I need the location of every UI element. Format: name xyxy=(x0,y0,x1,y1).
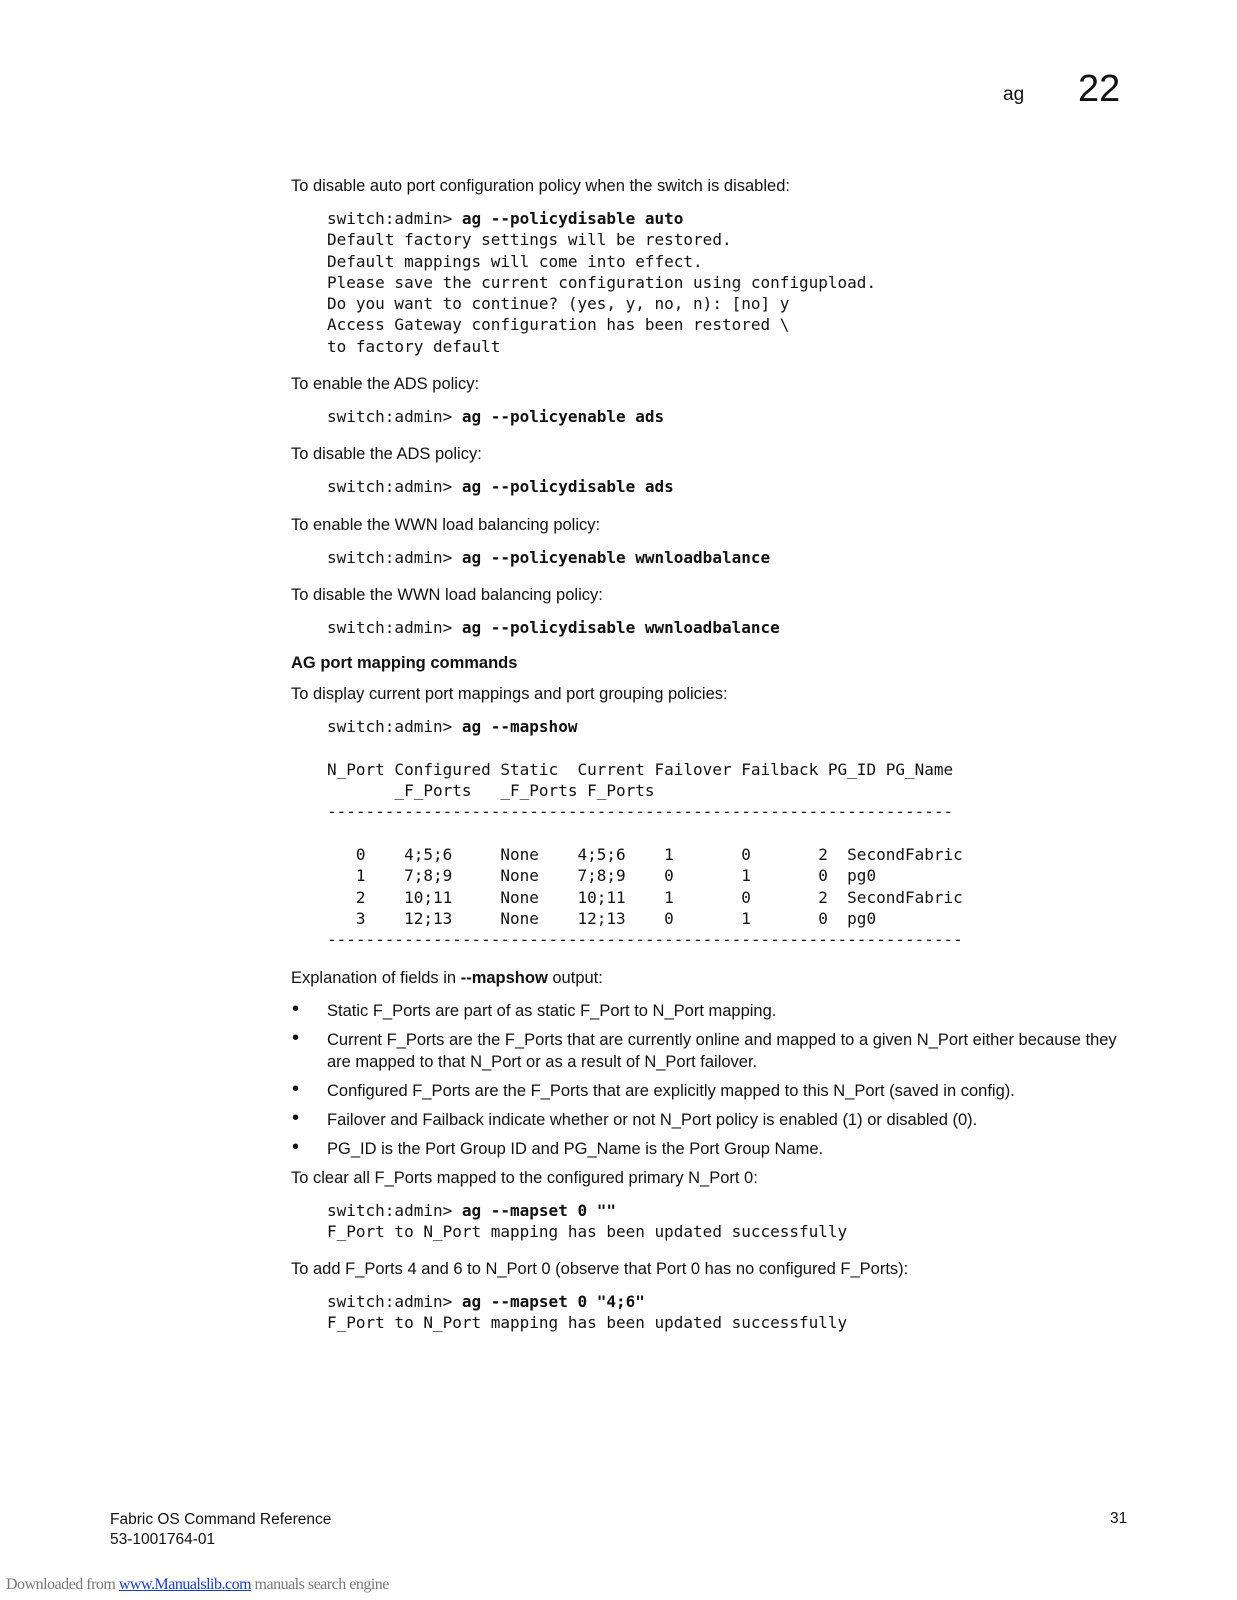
explanation-prefix: Explanation of fields in xyxy=(291,968,461,987)
code-disable-ads xyxy=(327,476,1121,497)
explanation-list xyxy=(291,1000,1121,1160)
prompt: switch:admin> xyxy=(327,1200,462,1220)
command: ag --mapset 0 "" xyxy=(461,1200,616,1220)
prompt: switch:admin> xyxy=(327,547,462,567)
command: ag --policyenable ads xyxy=(461,407,665,427)
command-output: Default factory settings will be restored. Default mappings will come into effect. Please save the current configuration using configupload. Do you want to continue? (yes, y, no, n): [no] y Access Gateway configuration has been restored \ to factory default xyxy=(327,230,877,356)
list-item: • PG_ID is the Port Group ID and PG_Name is the Port Group Name. xyxy=(291,1138,1127,1160)
intro-disable-auto: To disable auto port configuration policy when the switch is disabled: xyxy=(291,177,790,195)
download-suffix: manuals search engine xyxy=(251,1576,389,1593)
mapshow-table-output: N_Port Configured Static Current Failover Failback PG_ID PG_Name _F_Ports _F_Ports F_Ports ----------------------------------------------------------------- 0 4;5;6 None 4;5;6 1 0 2 SecondFabric 1 7;8;9 None 7;8;9 0 1 0 pg0 2 10;11 None 10;11 1 0 2 SecondFabric 3 12;13 None 12;13 0 1 0 pg0 ------------------------------------------------------------------ xyxy=(327,759,963,950)
intro-disable-ads: To disable the ADS policy: xyxy=(291,445,482,464)
command: ag --policyenable wwnloadbalance xyxy=(461,547,771,567)
prompt: switch:admin> xyxy=(327,407,462,427)
intro-enable-ads: To enable the ADS policy: xyxy=(291,375,480,394)
command: ag --policydisable wwnloadbalance xyxy=(461,617,780,637)
command-output: F_Port to N_Port mapping has been updated successfully xyxy=(327,1221,848,1241)
intro-clear-fports: To clear all F_Ports mapped to the configured primary N_Port 0: xyxy=(291,1168,758,1187)
command: ag --policydisable ads xyxy=(461,477,674,497)
page-content xyxy=(291,175,1121,1350)
section-heading: AG port mapping commands xyxy=(291,654,518,673)
code-add-fports xyxy=(327,1291,1121,1334)
download-banner xyxy=(6,1576,389,1594)
list-item: • Failover and Failback indicate whether or not N_Port policy is enabled (1) or disabled (0). xyxy=(291,1109,1127,1131)
footer-page-number: 31 xyxy=(1110,1510,1128,1527)
code-enable-wwn xyxy=(327,547,1121,568)
footer-title: Fabric OS Command Reference xyxy=(110,1511,332,1528)
prompt: switch:admin> xyxy=(327,209,462,228)
command: ag --policydisable auto xyxy=(461,209,684,228)
download-prefix: Downloaded from xyxy=(6,1576,119,1593)
list-item: • Configured F_Ports are the F_Ports that are explicitly mapped to this N_Port (saved in config). xyxy=(291,1080,1127,1102)
command-output: F_Port to N_Port mapping has been updated successfully xyxy=(327,1313,848,1333)
explanation-intro xyxy=(291,967,1121,989)
code-disable-auto xyxy=(327,208,1121,357)
command: ag --mapset 0 "4;6" xyxy=(461,1292,645,1312)
list-item: • Current F_Ports are the F_Ports that are currently online and mapped to a given N_Port either because they are mapped to that N_Port or as a result of N_Port failover. xyxy=(291,1029,1127,1073)
intro-disable-wwn: To disable the WWN load balancing policy: xyxy=(291,585,603,604)
prompt: switch:admin> xyxy=(327,617,462,637)
intro-add-fports: To add F_Ports 4 and 6 to N_Port 0 (observe that Port 0 has no configured F_Ports): xyxy=(291,1260,909,1279)
explanation-suffix: output: xyxy=(547,968,603,987)
prompt: switch:admin> xyxy=(327,717,462,737)
manualslib-link[interactable]: www.Manualslib.com xyxy=(118,1576,252,1593)
explanation-option: --mapshow xyxy=(460,968,548,987)
code-clear-fports xyxy=(327,1200,1121,1243)
intro-mapshow: To display current port mappings and port grouping policies: xyxy=(291,685,728,704)
header-section-name: ag xyxy=(1003,84,1025,105)
command: ag --mapshow xyxy=(461,717,578,737)
footer-doc-number: 53-1001764-01 xyxy=(110,1531,216,1548)
header-chapter-number: 22 xyxy=(1078,68,1121,110)
code-mapshow xyxy=(327,716,1121,950)
intro-enable-wwn: To enable the WWN load balancing policy: xyxy=(291,515,601,534)
prompt: switch:admin> xyxy=(327,1292,462,1312)
footer-left xyxy=(110,1510,331,1550)
prompt: switch:admin> xyxy=(327,477,462,497)
code-disable-wwn xyxy=(327,617,1121,638)
list-item: • Static F_Ports are part of as static F_Port to N_Port mapping. xyxy=(291,1000,1127,1022)
code-enable-ads xyxy=(327,406,1121,427)
